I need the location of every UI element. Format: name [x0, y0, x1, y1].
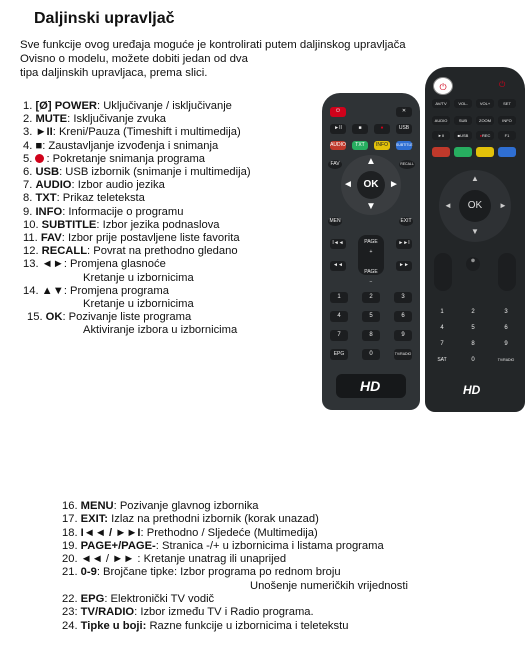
mute-button-icon: ✕ — [396, 107, 412, 117]
avtv-button: AV/TV — [432, 99, 450, 108]
list-item: 5. : Pokretanje snimanja programa — [23, 152, 206, 165]
num-6-button: 6 — [394, 311, 412, 322]
list-item: Unošenje numeričkih vrijednosti — [250, 579, 408, 592]
num-4-button: 4 — [440, 325, 444, 331]
intro-line: Ovisno o modelu, možete dobiti jedan od dva — [20, 53, 248, 65]
num-3-button: 3 — [504, 309, 508, 315]
list-item: 10. SUBTITLE: Izbor jezika podnaslova — [23, 218, 220, 231]
list-item: 18. I◄◄ / ►►I: Prethodno / Sljedeće (Multimedija) — [62, 526, 318, 539]
num-3-button: 3 — [394, 292, 412, 303]
list-item: 16. MENU: Pozivanje glavnog izbornika — [62, 500, 259, 512]
num-2-button: 2 — [362, 292, 380, 303]
list-item: 9. INFO: Informacije o programu — [23, 205, 184, 218]
up-arrow-icon: ▲ — [471, 174, 479, 183]
tv-radio-button: TV/RADIO — [497, 358, 515, 362]
list-item: 1. [Ø] POWER: Uključivanje / isključivanje — [23, 100, 232, 112]
info-color-button: INFO — [374, 141, 390, 150]
list-item: Kretanje u izbornicima — [83, 271, 194, 284]
list-item: 19. PAGE+/PAGE-: Stranica -/+ u izbornicima i listama programa — [62, 539, 384, 552]
f1-button: F1 — [498, 131, 516, 140]
menu-button: MEN — [329, 218, 341, 224]
power-alt-icon: ⏻ — [499, 80, 506, 89]
function-list-2 — [62, 500, 522, 633]
recall-button: RECALL — [399, 160, 415, 169]
tv-radio-button: TV/RADIO — [394, 349, 412, 360]
power-button-icon: ⏻ — [433, 77, 453, 95]
num-1-button: 1 — [330, 292, 348, 303]
ok-button: OK — [459, 190, 491, 222]
list-item: 7. AUDIO: Izbor audio jezika — [23, 179, 165, 192]
subtitle-color-button: SUBTITLE — [396, 141, 412, 150]
set-button: SET — [498, 99, 516, 108]
sub-button: SUB — [454, 116, 472, 125]
num-2-button: 2 — [471, 309, 475, 315]
hd-logo: HD — [360, 378, 381, 394]
vol-up-button: VOL+ — [476, 99, 494, 108]
rewind-icon: ◄◄ — [330, 261, 346, 271]
info-button: INFO — [498, 116, 516, 125]
list-item: 13. ◄►: Promjena glasnoće — [23, 258, 166, 271]
sat-button: SAT — [437, 357, 447, 363]
txt-color-button: TXT — [352, 141, 368, 150]
list-item: 17. EXIT: Izlaz na prethodni izbornik (korak unazad) — [62, 513, 319, 526]
list-item: 20. ◄◄ / ►► : Kretanje unatrag ili unaprijed — [62, 553, 287, 566]
blue-button — [498, 147, 516, 157]
num-5-button: 5 — [471, 325, 475, 331]
play-icon: ►II — [432, 131, 450, 140]
page-rocker — [498, 253, 516, 291]
yellow-button — [476, 147, 494, 157]
num-7-button: 7 — [440, 341, 444, 347]
next-icon: ►►I — [396, 239, 412, 249]
list-item: 15. OK: Pozivanje liste programa — [27, 311, 192, 324]
audio-color-button: AUDIO — [330, 142, 346, 148]
list-item: 6. USB: USB izbornik (snimanje i multimedija) — [23, 166, 251, 179]
up-arrow-icon: ▲ — [366, 156, 376, 167]
num-9-button: 9 — [394, 330, 412, 341]
intro-line: tipa daljinskih upravljaca, prema slici. — [20, 67, 208, 79]
intro-text — [20, 38, 406, 80]
list-item: 21. 0-9: Brojčane tipke: Izbor programa po rednom broju — [62, 566, 341, 579]
right-arrow-icon: ► — [499, 201, 507, 210]
zoom-button: ZOOM — [476, 116, 494, 125]
usb-icon: USB — [396, 124, 412, 134]
prev-icon: I◄◄ — [330, 239, 346, 249]
page-title: Daljinski upravljač — [34, 10, 175, 27]
list-item: Kretanje u izbornicima — [83, 298, 194, 311]
exit-button: EXIT — [400, 218, 412, 224]
epg-button: EPG — [330, 349, 348, 360]
mute-icon: ⊗ — [466, 257, 480, 271]
num-8-button: 8 — [471, 341, 475, 347]
list-item: 12. RECALL: Povrat na prethodno gledano — [23, 245, 238, 258]
green-button — [454, 147, 472, 157]
num-7-button: 7 — [330, 330, 348, 341]
fav-button: FAV — [328, 160, 342, 169]
remote-control-1-image — [322, 93, 420, 410]
rec-icon: ●REC — [476, 131, 494, 140]
list-item: 24. Tipke u boji: Razne funkcije u izbornicima i teletekstu — [62, 619, 349, 632]
forward-icon: ►► — [396, 261, 412, 271]
list-item: 22. EPG: Elektronički TV vodič — [62, 593, 215, 606]
stop-icon: ■ — [352, 124, 368, 134]
left-arrow-icon: ◄ — [343, 179, 353, 190]
function-list-1 — [23, 100, 333, 338]
audio-button: AUDIO — [432, 116, 450, 125]
left-arrow-icon: ◄ — [444, 201, 452, 210]
num-0-button: 0 — [362, 349, 380, 360]
remote-control-2-image — [425, 67, 525, 412]
num-6-button: 6 — [504, 325, 508, 331]
ch-rocker — [434, 253, 452, 291]
down-arrow-icon: ▼ — [471, 227, 479, 236]
list-item: Aktiviranje izbora u izbornicima — [83, 324, 238, 337]
play-pause-icon: ►II — [330, 124, 346, 134]
num-4-button: 4 — [330, 311, 348, 322]
list-item: 3. ►II: Kreni/Pauza (Timeshift i multimedija) — [23, 126, 241, 139]
num-5-button: 5 — [362, 311, 380, 322]
list-item: 2. MUTE: Isključivanje zvuka — [23, 113, 167, 126]
page-button: PAGE + PAGE − — [358, 235, 384, 275]
num-8-button: 8 — [362, 330, 380, 341]
intro-line: Sve funkcije ovog uređaja moguće je kontrolirati putem daljinskog upravljača — [20, 39, 406, 51]
list-item: 8. TXT: Prikaz teleteksta — [23, 192, 145, 205]
hd-logo: HD — [463, 383, 481, 397]
list-item: 11. FAV: Izbor prije postavljene liste favorita — [23, 232, 240, 245]
list-item: 4. ■: Zaustavljanje izvođenja i snimanja — [23, 139, 219, 152]
num-0-button: 0 — [471, 357, 475, 363]
num-9-button: 9 — [504, 341, 508, 347]
right-arrow-icon: ► — [389, 179, 399, 190]
list-item: 23: TV/RADIO: Izbor između TV i Radio programa. — [62, 606, 314, 619]
power-button-icon: ⏻ — [330, 107, 346, 117]
record-icon: ● — [374, 124, 390, 134]
ok-button: OK — [357, 171, 385, 199]
vol-down-button: VOL- — [454, 99, 472, 108]
list-item: 14. ▲▼: Promjena programa — [23, 284, 169, 297]
red-button — [432, 147, 450, 157]
num-1-button: 1 — [440, 309, 444, 315]
record-dot-icon — [35, 154, 44, 163]
down-arrow-icon: ▼ — [366, 201, 376, 212]
stop-icon: ■USB — [454, 131, 472, 140]
